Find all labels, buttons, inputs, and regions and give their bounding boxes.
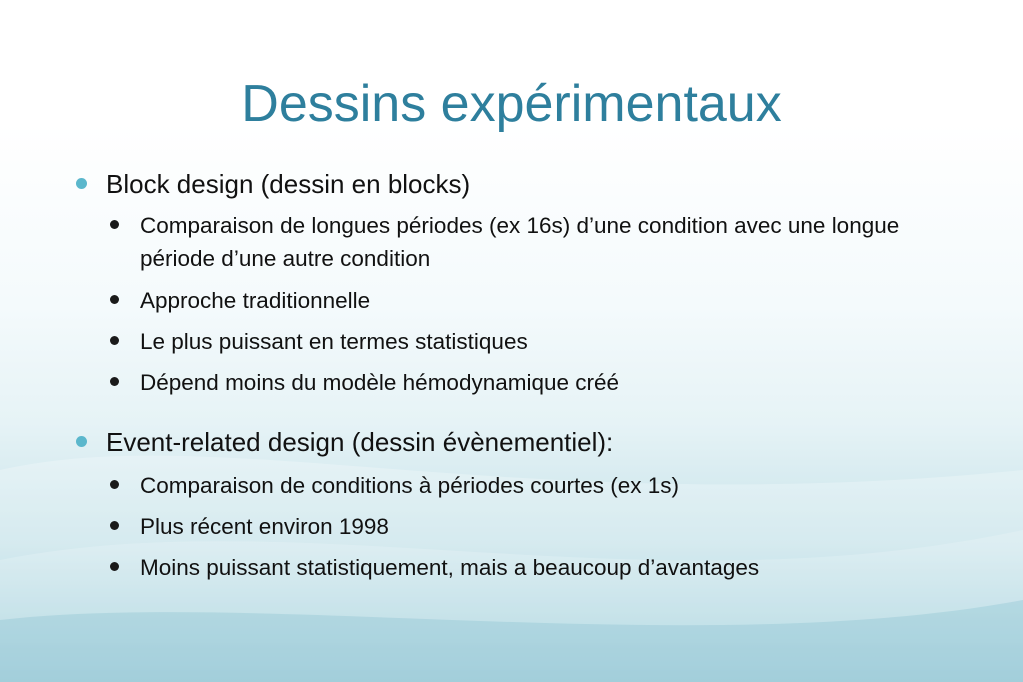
list-item: Dépend moins du modèle hémodynamique créé bbox=[140, 370, 620, 395]
list-item: Moins puissant statistiquement, mais a beaucoup d’avantages bbox=[140, 555, 760, 580]
list-item: Comparaison de conditions à périodes courtes (ex 1s) bbox=[140, 473, 680, 498]
slide-title: Dessins expérimentaux bbox=[241, 75, 782, 133]
level1-bullet-icon bbox=[76, 178, 87, 189]
level2-bullet-icon bbox=[110, 295, 119, 304]
list-item: Comparaison de longues périodes (ex 16s) d’une condition avec une longue période d’une autre condition bbox=[140, 213, 900, 271]
section-heading: Block design (dessin en blocks) bbox=[106, 169, 471, 199]
level2-bullet-icon bbox=[110, 521, 119, 530]
level1-bullet-icon bbox=[76, 436, 87, 447]
list-item: Plus récent environ 1998 bbox=[140, 514, 389, 539]
list-item: Le plus puissant en termes statistiques bbox=[140, 329, 528, 354]
list-item: Approche traditionnelle bbox=[140, 288, 371, 313]
level2-bullet-icon bbox=[110, 220, 119, 229]
level2-bullet-icon bbox=[110, 480, 119, 489]
level2-bullet-icon bbox=[110, 377, 119, 386]
level2-bullet-icon bbox=[110, 562, 119, 571]
level2-bullet-icon bbox=[110, 336, 119, 345]
section-heading: Event-related design (dessin évènementiel): bbox=[106, 427, 614, 457]
